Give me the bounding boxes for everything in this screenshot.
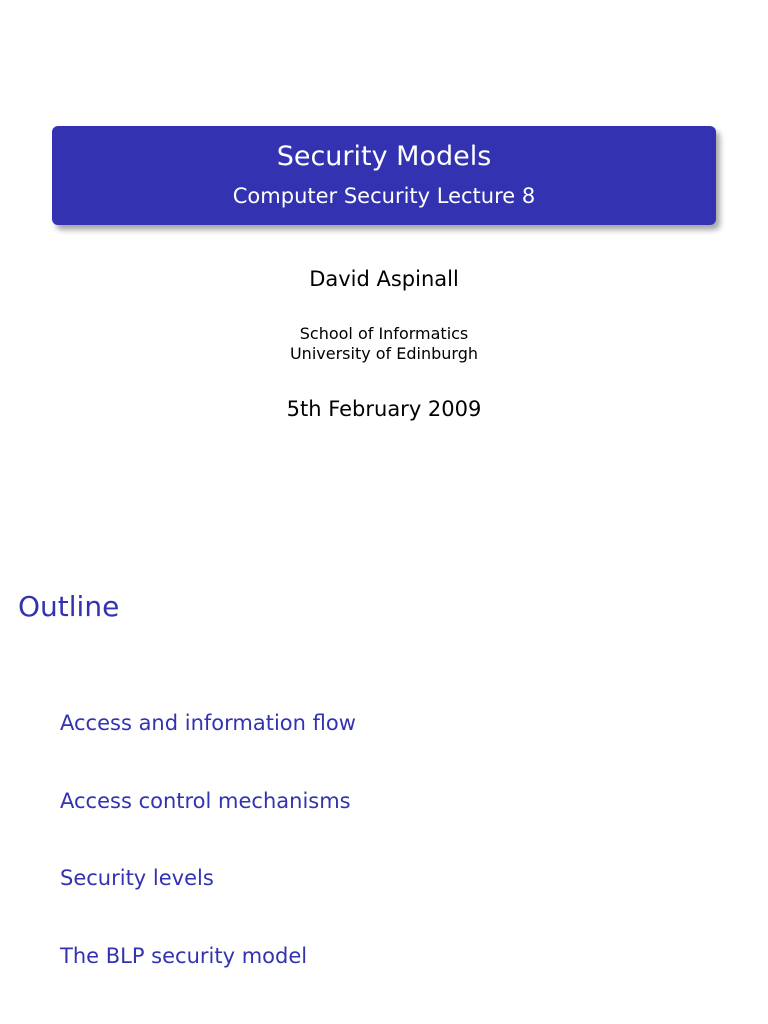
lecture-title: Security Models	[276, 141, 492, 172]
institute	[0, 324, 768, 364]
outline-item[interactable]: Access and information flow	[60, 711, 356, 735]
title-box	[52, 126, 716, 225]
outline-list	[60, 709, 356, 1019]
lecture-date: 5th February 2009	[286, 397, 482, 421]
author-name: David Aspinall	[309, 267, 459, 291]
outline-item[interactable]: The BLP security model	[60, 943, 308, 968]
institute-university: University of Edinburgh	[289, 344, 479, 363]
outline-item[interactable]: Security levels	[60, 866, 214, 890]
lecture-subtitle: Computer Security Lecture 8	[232, 184, 536, 208]
outline-item[interactable]: Access control mechanisms	[60, 788, 351, 813]
outline-heading: Outline	[18, 590, 120, 623]
outline-slide	[0, 512, 768, 1024]
institute-school: School of Informatics	[299, 324, 469, 343]
